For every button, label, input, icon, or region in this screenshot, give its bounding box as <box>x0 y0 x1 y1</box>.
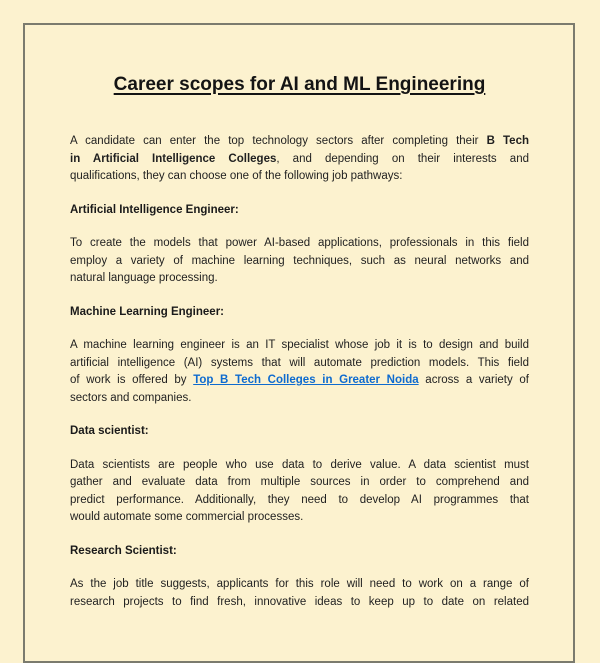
text-line <box>70 594 529 612</box>
paragraph <box>70 133 529 186</box>
text-line <box>70 457 529 475</box>
paragraph <box>70 235 529 288</box>
text-segment: A machine learning engineer is an IT specialist whose job it is to design and build <box>70 339 529 351</box>
paragraph <box>70 576 529 611</box>
text-segment: employ a variety of machine learning techniques, such as neural networks and <box>70 254 529 267</box>
text-line <box>70 270 529 288</box>
text-segment: To create the models that power AI-based applications, professionals in this field <box>70 237 529 249</box>
text-segment: of work is offered by <box>70 374 194 386</box>
text-line <box>70 253 529 271</box>
text-line <box>70 168 529 186</box>
text-line <box>70 355 529 373</box>
text-segment: natural language processing. <box>70 272 218 284</box>
document-page <box>23 23 575 663</box>
text-segment: , and depending on their interests and <box>276 152 529 165</box>
paragraph <box>70 457 529 527</box>
text-line <box>70 133 529 151</box>
text-line <box>70 372 529 390</box>
section-heading: Research Scientist: <box>70 544 177 557</box>
text-line <box>70 390 529 408</box>
text-line <box>70 235 529 253</box>
inline-hyperlink[interactable]: Top B Tech Colleges in Greater Noida <box>193 374 419 386</box>
text-segment: A candidate can enter the top technology sectors after completing their <box>70 135 487 147</box>
text-line <box>70 576 529 594</box>
section-heading: Machine Learning Engineer: <box>70 305 224 318</box>
text-segment: gather and evaluate data from multiple sources in order to comprehend and <box>70 476 529 488</box>
document-content <box>70 72 529 611</box>
text-line <box>70 509 529 527</box>
section-heading: Artificial Intelligence Engineer: <box>70 203 239 216</box>
text-segment: across a variety of <box>418 374 529 386</box>
bold-text-segment: B Tech <box>486 135 529 147</box>
text-segment: qualifications, they can choose one of the following job pathways: <box>70 170 403 182</box>
text-segment: predict performance. Additionally, they need to develop AI programmes that <box>70 493 529 506</box>
text-line <box>70 151 529 169</box>
text-segment: research projects to find fresh, innovative ideas to keep up to date on related <box>70 595 529 608</box>
text-line <box>70 337 529 355</box>
bold-text-segment: in Artificial Intelligence Colleges <box>70 152 277 165</box>
page-title: Career scopes for AI and ML Engineering <box>113 74 486 95</box>
text-segment: sectors and companies. <box>70 391 192 404</box>
section-heading: Data scientist: <box>70 425 149 437</box>
text-segment: would automate some commercial processes. <box>70 511 304 523</box>
text-segment: artificial intelligence (AI) systems that will automate prediction models. This field <box>70 356 529 369</box>
paragraph <box>70 337 529 407</box>
text-segment: Data scientists are people who use data to derive value. A data scientist must <box>70 458 529 471</box>
text-segment: As the job title suggests, applicants for this role will need to work on a range of <box>70 578 529 590</box>
text-line <box>70 474 529 492</box>
text-line <box>70 492 529 510</box>
